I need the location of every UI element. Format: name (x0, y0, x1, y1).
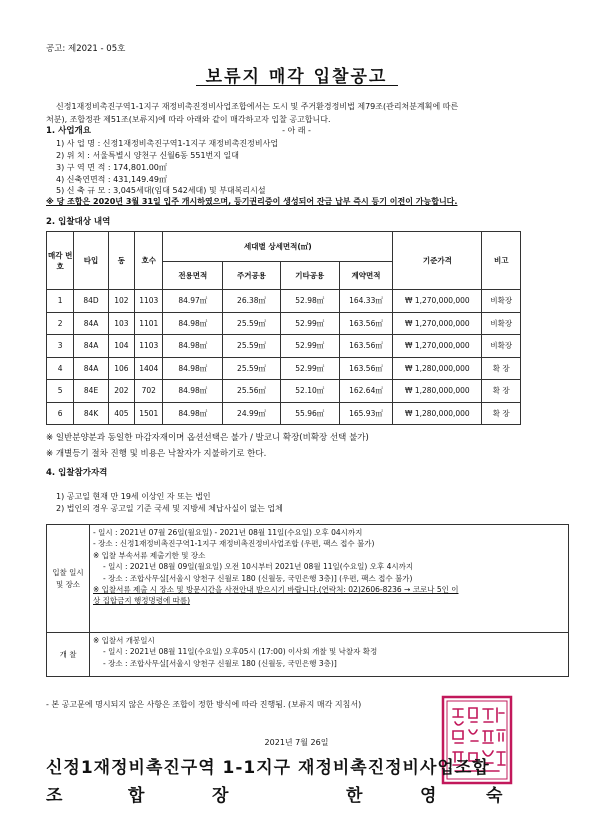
representative-char: 합 (128, 786, 145, 806)
cell-type: 84K (74, 402, 108, 425)
cell-other-common: 52.98㎡ (280, 290, 339, 313)
cell-contract: 163.56㎡ (339, 335, 393, 358)
header-exclusive: 전용면적 (163, 262, 223, 290)
header-dong: 동 (108, 232, 134, 290)
cell-no: 4 (47, 357, 74, 380)
schedule-line: - 일시 : 2021년 08월 11일(수요일) 오후05시 (17:00) 이사회 개찰 및 낙찰자 확정 (103, 647, 378, 657)
cell-no: 6 (47, 402, 74, 425)
cell-residential-common: 25.56㎡ (223, 380, 281, 403)
schedule-line: 상 집합금지 행정명령에 따름) (93, 596, 191, 606)
cell-residential-common: 24.99㎡ (223, 402, 281, 425)
representative-char: 한 (346, 786, 363, 806)
header-ho: 호수 (135, 232, 163, 290)
schedule-line: ※ 입찰 부속서류 제출기한 및 장소 (93, 550, 206, 560)
table-row (47, 290, 521, 313)
header-other-common: 기타공용 (280, 262, 339, 290)
notice-number: 공고: 제2021 - 05호 (46, 44, 126, 54)
cell-dong: 405 (108, 402, 134, 425)
cell-residential-common: 25.59㎡ (223, 335, 281, 358)
cell-ho: 1101 (135, 312, 163, 335)
table-row (47, 402, 521, 425)
schedule-line: - 일시 : 2021년 08월 09일(월요일) 오전 10시부터 2021년 08월 11일(수요일) 오후 4시까지 (103, 562, 414, 572)
schedule-bid-cell (90, 525, 569, 633)
cell-dong: 103 (108, 312, 134, 335)
table-note-1: ※ 일반분양분과 동일한 마감자재이며 옵션선택은 불가 / 발코니 확장(비확장 선택 불가) (46, 433, 369, 443)
header-area-group: 세대별 상세면적(㎡) (163, 232, 393, 262)
cell-exclusive: 84.98㎡ (163, 312, 223, 335)
notice-date: 2021년 7월 26일 (264, 738, 329, 747)
schedule-line: - 장소 : 신정1재정비촉진구역1-1지구 재정비촉진정비사업조합 (우편, 팩스 접수 불가) (93, 539, 375, 549)
cell-ho: 702 (135, 380, 163, 403)
page-title: 보류지 매각 입찰공고 (205, 67, 388, 87)
header-contract: 계약면적 (339, 262, 393, 290)
cell-price: ₩ 1,270,000,000 (393, 290, 482, 313)
cell-exclusive: 84.98㎡ (163, 357, 223, 380)
table-row (47, 357, 521, 380)
cell-dong: 106 (108, 357, 134, 380)
intro-line-1: 신정1재정비촉진구역1-1지구 재정비촉진정비사업조합에서는 도시 및 주거환경정비법 제79조(관리처분계획에 따른 (56, 102, 459, 111)
cell-no: 1 (47, 290, 74, 313)
schedule-label-bid: 입찰 일시 및 장소 (47, 525, 90, 633)
table-note-2: ※ 개별등기 절차 진행 및 비용은 낙찰자가 지불하기로 한다. (46, 449, 267, 459)
table-row (47, 380, 521, 403)
cell-dong: 102 (108, 290, 134, 313)
cell-note: 확 장 (482, 357, 521, 380)
cell-note: 확 장 (482, 380, 521, 403)
section1-item: 1) 사 업 명 : 신정1재정비촉진구역1-1지구 재정비촉진정비사업 (56, 139, 279, 148)
cell-type: 84E (74, 380, 108, 403)
cell-price: ₩ 1,270,000,000 (393, 312, 482, 335)
cell-type: 84A (74, 357, 108, 380)
organization-name: 신정1재정비촉진구역 1-1지구 재정비촉진정비사업조합 (46, 758, 490, 778)
schedule-line: - 장소 : 조합사무실[서울시 양천구 신월로 180 (신월동, 국민은행 3층)] (103, 658, 337, 668)
bid-table (46, 231, 521, 425)
cell-ho: 1103 (135, 335, 163, 358)
cell-residential-common: 25.59㎡ (223, 357, 281, 380)
cell-other-common: 52.10㎡ (280, 380, 339, 403)
cell-exclusive: 84.98㎡ (163, 335, 223, 358)
header-note: 비고 (482, 232, 521, 290)
representative-char: 영 (420, 786, 437, 806)
cell-exclusive: 84.97㎡ (163, 290, 223, 313)
cell-dong: 202 (108, 380, 134, 403)
cell-type: 84D (74, 290, 108, 313)
schedule-label-opening: 개 찰 (47, 633, 90, 677)
header-type: 타입 (74, 232, 108, 290)
schedule-line: ※ 입찰서 개봉일시 (93, 636, 155, 645)
section4-title: 4. 입찰참가자격 (46, 468, 108, 478)
cell-type: 84A (74, 312, 108, 335)
representative-char: 장 (212, 786, 229, 806)
cell-note: 비확장 (482, 312, 521, 335)
schedule-opening-cell (90, 633, 569, 677)
cell-contract: 162.64㎡ (339, 380, 393, 403)
cell-price: ₩ 1,280,000,000 (393, 402, 482, 425)
header-price: 기준가격 (393, 232, 482, 290)
cell-other-common: 52.99㎡ (280, 335, 339, 358)
schedule-line: ※ 입찰서류 제출 시 장소 및 방문시간을 사전안내 받으시기 바랍니다.(연락처: 02)2606-8236 → 코로나 5인 이 (93, 585, 459, 595)
representative-line (46, 781, 506, 805)
cell-contract: 163.56㎡ (339, 312, 393, 335)
table-row (47, 335, 521, 358)
cell-exclusive: 84.98㎡ (163, 380, 223, 403)
title-underline (196, 85, 398, 86)
schedule-line: - 일시 : 2021년 07월 26일(월요일) - 2021년 08월 11일(수요일) 오후 04시까지 (93, 528, 363, 537)
intro-line-2: 처분), 조합정관 제51조(보류지)에 따라 아래와 같이 매각하고자 입찰 공고합니다. (46, 115, 331, 124)
cell-ho: 1501 (135, 402, 163, 425)
representative-char: 숙 (486, 786, 503, 806)
table-row (47, 312, 521, 335)
cell-contract: 163.56㎡ (339, 357, 393, 380)
section2-title: 2. 입찰대상 내역 (46, 217, 111, 227)
cell-price: ₩ 1,270,000,000 (393, 335, 482, 358)
cell-no: 2 (47, 312, 74, 335)
cell-note: 비확장 (482, 335, 521, 358)
cell-dong: 104 (108, 335, 134, 358)
schedule-table (46, 524, 569, 677)
header-no: 매각 번호 (47, 232, 74, 290)
section1-item: 3) 구 역 면 적 : 174,801.00㎡ (56, 163, 167, 172)
cell-ho: 1404 (135, 357, 163, 380)
section4-item: 1) 공고일 현재 만 19세 이상인 자 또는 법인 (56, 492, 211, 501)
cell-type: 84A (74, 335, 108, 358)
section1-item: 4) 신축연면적 : 431,149.49㎡ (56, 175, 167, 184)
cell-note: 비확장 (482, 290, 521, 313)
cell-price: ₩ 1,280,000,000 (393, 380, 482, 403)
section4-item: 2) 법인의 경우 공고일 기준 국세 및 지방세 체납사실이 없는 업체 (56, 504, 283, 513)
cell-other-common: 55.96㎡ (280, 402, 339, 425)
section1-warning: ※ 당 조합은 2020년 3월 31일 입주 개시하였으며, 등기권리증이 생성되어 잔금 납부 즉시 등기 이전이 가능합니다. (46, 197, 458, 206)
cell-other-common: 52.99㎡ (280, 312, 339, 335)
below-marker: - 아 래 - (282, 126, 311, 135)
cell-contract: 165.93㎡ (339, 402, 393, 425)
cell-no: 5 (47, 380, 74, 403)
cell-other-common: 52.99㎡ (280, 357, 339, 380)
cell-contract: 164.33㎡ (339, 290, 393, 313)
cell-note: 확 장 (482, 402, 521, 425)
cell-exclusive: 84.98㎡ (163, 402, 223, 425)
cell-ho: 1103 (135, 290, 163, 313)
section1-item: 2) 위 치 : 서울특별시 양천구 신월6동 551번지 일대 (56, 151, 239, 160)
section1-item: 5) 신 축 규 모 : 3,045세대(임대 542세대) 및 부대복리시설 (56, 186, 266, 195)
representative-char: 조 (46, 786, 63, 806)
schedule-line: - 장소 : 조합사무실[서울시 양천구 신월로 180 (신월동, 국민은행 3층)] (우편, 팩스 접수 불가) (103, 573, 413, 583)
cell-residential-common: 25.59㎡ (223, 312, 281, 335)
footer-note: - 본 공고문에 명시되지 않은 사항은 조합이 정한 방식에 따라 진행됨. (보류지 매각 지침서) (46, 700, 362, 709)
header-residential-common: 주거공용 (223, 262, 281, 290)
section1-title: 1. 사업개요 (46, 126, 91, 136)
cell-residential-common: 26.38㎡ (223, 290, 281, 313)
cell-no: 3 (47, 335, 74, 358)
cell-price: ₩ 1,280,000,000 (393, 357, 482, 380)
